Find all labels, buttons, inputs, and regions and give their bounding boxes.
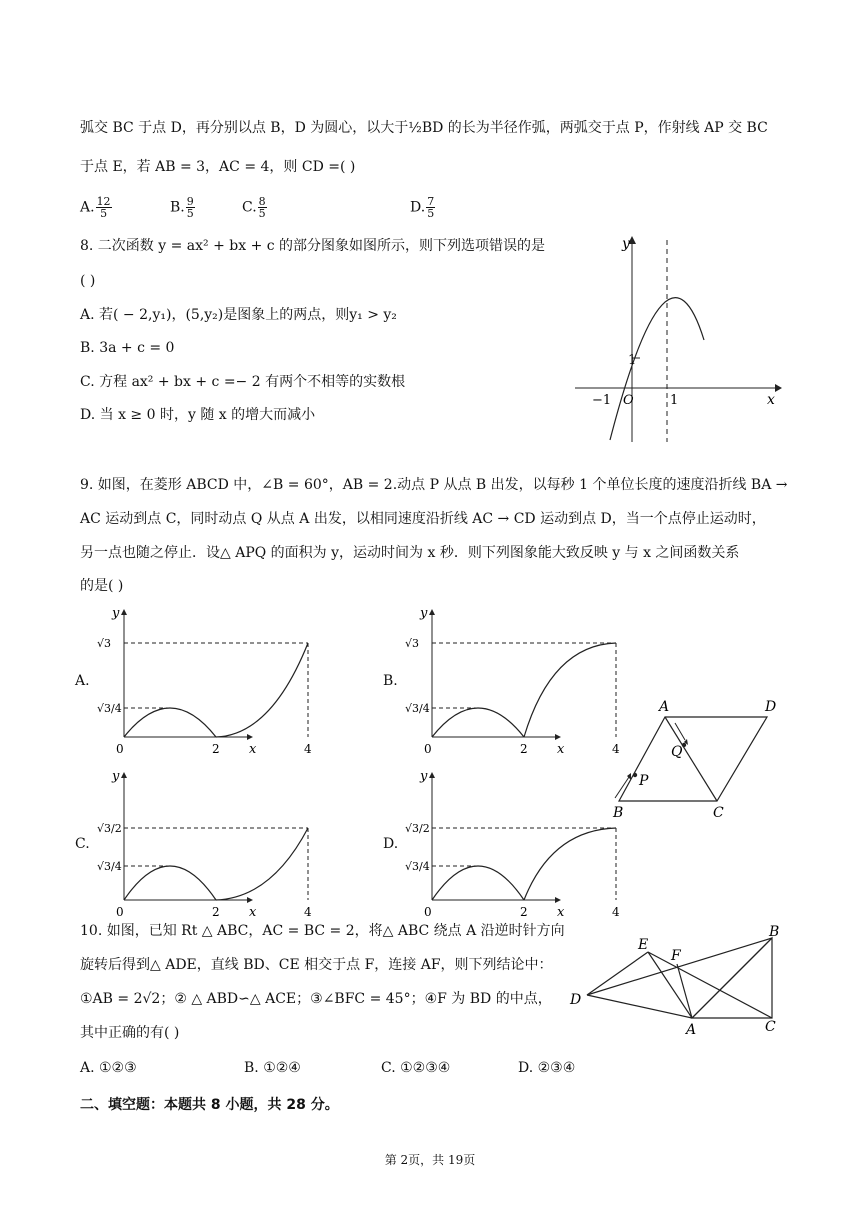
- q9-stem-line1: 9. 如图，在菱形 ABCD 中，∠B = 60°，AB = 2.动点 P 从点 B 出发，以每秒 1 个单位长度的速度沿折线 BA →: [80, 477, 788, 493]
- q8-option-c: C. 方程 ax² + bx + c =− 2 有两个不相等的实数根: [80, 374, 406, 390]
- q10-option-d: D. ②③④: [518, 1060, 576, 1076]
- q9-graph-mid-value: √3/4: [405, 702, 430, 715]
- q7-option-a: A. $\frac{12}{5}$: [80, 195, 111, 220]
- q9-graph-y-label: y: [420, 769, 428, 784]
- q8-tick-neg1: −1: [592, 393, 612, 408]
- q9-graph-top-value: √3/2: [97, 822, 122, 835]
- q9-graph-d: [405, 768, 620, 920]
- q10-point-e: E: [638, 937, 649, 953]
- q10-stem-line2: 旋转后得到△ ADE，直线 BD、CE 相交于点 F，连接 AF，则下列结论中：: [80, 957, 553, 973]
- q7-option-d: D. $\frac{7}{5}$: [410, 195, 435, 220]
- q9-graph-tick-4: 4: [304, 742, 312, 756]
- page-footer: 第 2页，共 19页: [384, 1153, 476, 1167]
- q10-option-b: B. ①②④: [244, 1060, 301, 1076]
- q10-option-c: C. ①②③④: [381, 1060, 451, 1076]
- q9-graph-tick-4: 4: [612, 742, 620, 756]
- q10-point-b: B: [769, 924, 780, 940]
- q7-option-b: B. $\frac{9}{5}$: [170, 195, 194, 220]
- q10-stem-line3: ①AB = 2√2；② △ ABD∽△ ACE；③∠BFC = 45°；④F 为 BD 的中点，: [80, 991, 552, 1007]
- q10-point-c: C: [765, 1019, 776, 1035]
- q9-graph-x-label: x: [249, 742, 257, 757]
- q8-tick-1y: 1: [628, 353, 637, 368]
- q10-point-a: A: [686, 1022, 697, 1038]
- q10-point-d: D: [570, 992, 582, 1008]
- q9-point-p: P: [639, 773, 649, 789]
- q9-stem-line2: AC 运动到点 C，同时动点 Q 从点 A 出发，以相同速度沿折线 AC → CD 运动到点 D，当一个点停止运动时，: [80, 511, 766, 527]
- q9-stem-line4: 的是( ): [80, 578, 124, 594]
- q10-stem-line1: 10. 如图，已知 Rt △ ABC，AC = BC = 2，将△ ABC 绕点 A 沿逆时针方向: [80, 923, 565, 939]
- q9-graph-y-label: y: [112, 769, 120, 784]
- q9-graph-tick-2: 2: [212, 742, 220, 756]
- section-2-heading: 二、填空题：本题共 8 小题，共 28 分。: [80, 1097, 339, 1113]
- q8-option-d: D. 当 x ≥ 0 时，y 随 x 的增大而减小: [80, 407, 316, 423]
- q9-graph-a: [97, 605, 312, 757]
- q8-option-a: A. 若( − 2,y₁)，(5,y₂)是图象上的两点，则y₁ > y₂: [80, 307, 397, 323]
- q9-graph-top-value: √3/2: [405, 822, 430, 835]
- q9-vertex-b: B: [613, 805, 624, 821]
- q8-x-label: x: [767, 392, 775, 408]
- q9-graph-mid-value: √3/4: [97, 702, 122, 715]
- q9-graph-c: [97, 768, 312, 920]
- q9-graph-x-label: x: [557, 905, 565, 920]
- q9-rhombus-figure: [605, 695, 795, 825]
- q9-graph-tick-4: 4: [612, 905, 620, 919]
- q9-option-label-d: D.: [383, 836, 399, 852]
- q9-graph-tick-2: 2: [212, 905, 220, 919]
- q8-origin-label: O: [623, 393, 634, 408]
- q9-vertex-a: A: [659, 699, 670, 715]
- q9-vertex-d: D: [765, 699, 777, 715]
- q9-graph-y-label: y: [112, 606, 120, 621]
- q9-graph-tick-2: 2: [520, 742, 528, 756]
- q8-stem-line1: 8. 二次函数 y = ax² + bx + c 的部分图象如图所示，则下列选项错误的是: [80, 238, 546, 254]
- q9-graph-y-label: y: [420, 606, 428, 621]
- q8-y-label: y: [622, 236, 630, 252]
- q10-point-f: F: [671, 948, 681, 964]
- q10-option-a: A. ①②③: [80, 1060, 137, 1076]
- q9-graph-tick-2: 2: [520, 905, 528, 919]
- q9-graph-mid-value: √3/4: [405, 860, 430, 873]
- q9-vertex-c: C: [713, 805, 724, 821]
- q8-parabola-graph: [570, 230, 785, 445]
- q7-option-c: C. $\frac{8}{5}$: [242, 195, 266, 220]
- q9-option-label-b: B.: [383, 673, 398, 689]
- q7-line1: 弧交 BC 于点 D，再分别以点 B，D 为圆心，以大于½BD 的长为半径作弧，两弧交于点 P，作射线 AP 交 BC: [80, 120, 768, 136]
- q8-option-b: B. 3a + c = 0: [80, 340, 175, 356]
- q9-graph-tick-0: 0: [424, 905, 432, 919]
- q9-stem-line3: 另一点也随之停止．设△ APQ 的面积为 y，运动时间为 x 秒．则下列图象能大致反映 y 与 x 之间函数关系: [80, 545, 740, 561]
- q9-graph-top-value: √3: [97, 637, 112, 650]
- q7-line2: 于点 E，若 AB = 3，AC = 4，则 CD =( ): [80, 159, 356, 175]
- q9-option-label-a: A.: [75, 673, 90, 689]
- q9-graph-x-label: x: [249, 905, 257, 920]
- q9-graph-x-label: x: [557, 742, 565, 757]
- q9-graph-top-value: √3: [405, 637, 420, 650]
- q8-tick-1x: 1: [670, 393, 679, 408]
- q9-point-q: Q: [671, 744, 683, 760]
- q10-stem-line4: 其中正确的有( ): [80, 1025, 180, 1041]
- q9-option-label-c: C.: [75, 836, 90, 852]
- q9-graph-b: [405, 605, 620, 757]
- q9-graph-tick-0: 0: [116, 905, 124, 919]
- q9-graph-tick-4: 4: [304, 905, 312, 919]
- q9-graph-tick-0: 0: [424, 742, 432, 756]
- q9-graph-tick-0: 0: [116, 742, 124, 756]
- q9-graph-mid-value: √3/4: [97, 860, 122, 873]
- q10-triangle-figure: [565, 922, 790, 1040]
- q8-stem-line2: ( ): [80, 273, 96, 289]
